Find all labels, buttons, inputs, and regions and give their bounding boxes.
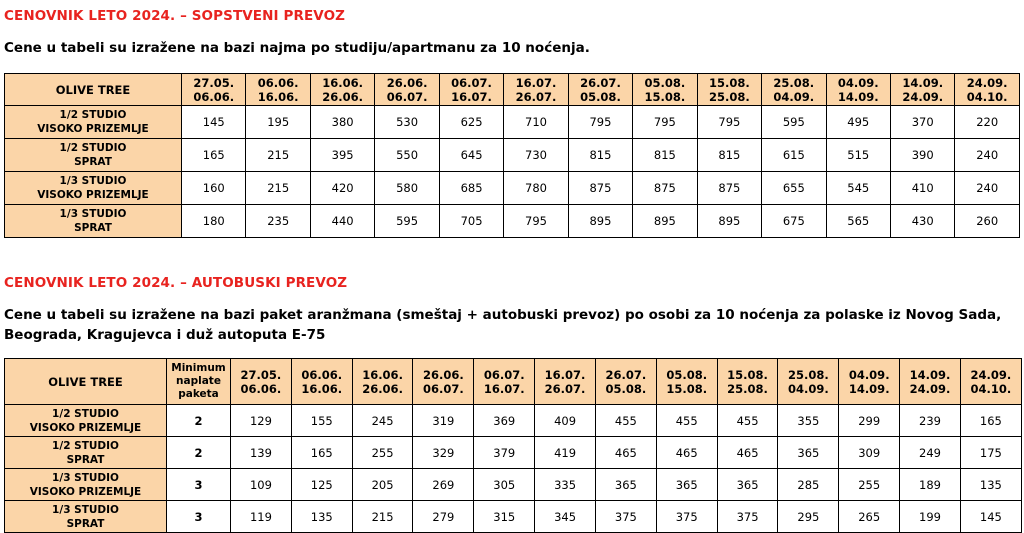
price-cell: 165 bbox=[182, 139, 246, 172]
row-label bbox=[5, 405, 167, 437]
price-cell: 455 bbox=[717, 405, 778, 437]
price-cell: 379 bbox=[474, 437, 535, 469]
period-header-line: 04.10. bbox=[970, 381, 1012, 396]
period-header-line: 06.06. bbox=[301, 367, 343, 382]
period-header bbox=[474, 359, 535, 405]
price-cell: 285 bbox=[778, 469, 839, 501]
period-header-line: 16.06. bbox=[322, 75, 363, 90]
row-label-line: 1/3 STUDIO bbox=[59, 175, 127, 187]
table-row bbox=[5, 469, 1022, 501]
period-header-line: 14.09. bbox=[909, 367, 951, 382]
period-header-line: 24.09. bbox=[966, 75, 1008, 90]
period-header-line: 15.08. bbox=[727, 367, 768, 382]
section2-title: CENOVNIK LETO 2024. – AUTOBUSKI PREVOZ bbox=[4, 275, 348, 291]
price-cell: 730 bbox=[504, 139, 568, 172]
section1-note: Cene u tabeli su izražene na bazi najma po studiju/apartmanu za 10 noćenja. bbox=[4, 40, 590, 56]
period-header-line: 16.07. bbox=[451, 89, 492, 104]
period-header-line: 06.07. bbox=[386, 89, 428, 104]
price-cell: 365 bbox=[656, 469, 717, 501]
period-header bbox=[568, 74, 632, 106]
price-cell: 595 bbox=[762, 106, 826, 139]
period-header bbox=[697, 74, 761, 106]
period-header-line: 04.09. bbox=[848, 367, 890, 382]
row-label-line: 1/2 STUDIO bbox=[52, 407, 119, 420]
table-row bbox=[5, 172, 1020, 205]
price-cell: 675 bbox=[762, 205, 826, 238]
row-label bbox=[5, 139, 182, 172]
price-cell: 795 bbox=[568, 106, 632, 139]
period-header bbox=[826, 74, 890, 106]
price-cell: 260 bbox=[955, 205, 1019, 238]
period-header bbox=[413, 359, 474, 405]
price-cell: 305 bbox=[474, 469, 535, 501]
row-label-line: SPRAT bbox=[66, 517, 105, 530]
period-header bbox=[762, 74, 826, 106]
price-cell: 365 bbox=[595, 469, 656, 501]
price-cell: 565 bbox=[826, 205, 890, 238]
price-cell: 625 bbox=[439, 106, 503, 139]
price-cell: 135 bbox=[960, 469, 1021, 501]
price-cell: 895 bbox=[697, 205, 761, 238]
price-cell: 369 bbox=[474, 405, 535, 437]
period-header-line: 26.07. bbox=[544, 381, 586, 396]
row-label-line: 1/3 STUDIO bbox=[52, 471, 119, 484]
price-cell: 240 bbox=[955, 139, 1019, 172]
minimum-value: 3 bbox=[167, 469, 231, 501]
row-label bbox=[5, 172, 182, 205]
price-cell: 255 bbox=[839, 469, 900, 501]
period-header-line: 14.09. bbox=[848, 381, 890, 396]
price-cell: 269 bbox=[413, 469, 474, 501]
price-cell: 255 bbox=[352, 437, 413, 469]
row-label-line: 1/3 STUDIO bbox=[52, 503, 119, 516]
price-cell: 795 bbox=[633, 106, 697, 139]
period-header-line: 24.09. bbox=[909, 381, 951, 396]
table-row bbox=[5, 106, 1020, 139]
period-header-line: 15.08. bbox=[644, 89, 686, 104]
price-cell: 420 bbox=[310, 172, 374, 205]
price-cell: 409 bbox=[535, 405, 596, 437]
price-cell: 370 bbox=[890, 106, 954, 139]
price-cell: 145 bbox=[182, 106, 246, 139]
row-label-line: 1/3 STUDIO bbox=[59, 208, 127, 220]
price-cell: 380 bbox=[310, 106, 374, 139]
section2-note-line1: Cene u tabeli su izražene na bazi paket aranžmana (smeštaj + autobuski prevoz) po osobi za 10 noćenja za polaske iz Novog Sada, bbox=[4, 307, 1002, 323]
price-cell: 249 bbox=[900, 437, 961, 469]
period-header bbox=[900, 359, 961, 405]
price-cell: 455 bbox=[595, 405, 656, 437]
price-cell: 465 bbox=[595, 437, 656, 469]
period-header bbox=[246, 74, 310, 106]
price-cell: 440 bbox=[310, 205, 374, 238]
period-header-line: 16.07. bbox=[515, 75, 557, 90]
price-cell: 129 bbox=[231, 405, 292, 437]
period-header bbox=[633, 74, 697, 106]
minimum-header-line: Minimum bbox=[171, 362, 226, 374]
period-header-line: 24.09. bbox=[970, 367, 1012, 382]
price-cell: 329 bbox=[413, 437, 474, 469]
row-label bbox=[5, 106, 182, 139]
price-cell: 465 bbox=[717, 437, 778, 469]
row-label-line: VISOKO PRIZEMLJE bbox=[37, 123, 149, 135]
period-header-line: 05.08. bbox=[605, 381, 647, 396]
period-header-line: 14.09. bbox=[902, 75, 944, 90]
period-header-line: 25.08. bbox=[727, 381, 768, 396]
price-table-bus-transport bbox=[4, 358, 1022, 533]
period-header-line: 15.08. bbox=[708, 75, 750, 90]
price-cell: 240 bbox=[955, 172, 1019, 205]
table-row bbox=[5, 405, 1022, 437]
price-cell: 795 bbox=[697, 106, 761, 139]
price-cell: 430 bbox=[890, 205, 954, 238]
price-cell: 390 bbox=[890, 139, 954, 172]
price-cell: 375 bbox=[656, 501, 717, 533]
period-header-line: 24.09. bbox=[902, 89, 944, 104]
price-cell: 410 bbox=[890, 172, 954, 205]
row-label bbox=[5, 501, 167, 533]
price-cell: 319 bbox=[413, 405, 474, 437]
row-label-line: 1/2 STUDIO bbox=[52, 439, 119, 452]
price-cell: 295 bbox=[778, 501, 839, 533]
price-cell: 309 bbox=[839, 437, 900, 469]
row-label-line: SPRAT bbox=[66, 453, 105, 466]
price-cell: 160 bbox=[182, 172, 246, 205]
period-header-line: 16.06. bbox=[257, 89, 299, 104]
price-cell: 419 bbox=[535, 437, 596, 469]
price-cell: 125 bbox=[291, 469, 352, 501]
price-cell: 109 bbox=[231, 469, 292, 501]
row-label-line: 1/2 STUDIO bbox=[59, 109, 127, 121]
period-header-line: 26.06. bbox=[386, 75, 428, 90]
price-cell: 265 bbox=[839, 501, 900, 533]
price-cell: 895 bbox=[568, 205, 632, 238]
price-cell: 545 bbox=[826, 172, 890, 205]
period-header-line: 26.06. bbox=[362, 381, 403, 396]
table-row bbox=[5, 139, 1020, 172]
price-cell: 515 bbox=[826, 139, 890, 172]
period-header-line: 27.05. bbox=[193, 75, 235, 90]
period-header bbox=[595, 359, 656, 405]
row-label bbox=[5, 437, 167, 469]
price-cell: 815 bbox=[568, 139, 632, 172]
period-header bbox=[291, 359, 352, 405]
price-cell: 795 bbox=[504, 205, 568, 238]
minimum-header bbox=[167, 359, 231, 405]
price-cell: 550 bbox=[375, 139, 439, 172]
period-header-line: 26.07. bbox=[605, 367, 647, 382]
period-header-line: 25.08. bbox=[773, 75, 815, 90]
price-cell: 180 bbox=[182, 205, 246, 238]
period-header-line: 25.08. bbox=[708, 89, 750, 104]
period-header-line: 16.07. bbox=[483, 381, 525, 396]
period-header-line: 04.09. bbox=[773, 89, 815, 104]
period-header-line: 05.08. bbox=[666, 367, 708, 382]
table-row bbox=[5, 501, 1022, 533]
price-cell: 365 bbox=[717, 469, 778, 501]
period-header-line: 06.07. bbox=[451, 75, 492, 90]
price-cell: 345 bbox=[535, 501, 596, 533]
corner-cell: OLIVE TREE bbox=[5, 359, 167, 405]
price-cell: 395 bbox=[310, 139, 374, 172]
period-header-line: 06.06. bbox=[193, 89, 235, 104]
price-cell: 135 bbox=[291, 501, 352, 533]
price-cell: 615 bbox=[762, 139, 826, 172]
period-header-line: 16.06. bbox=[362, 367, 403, 382]
price-cell: 175 bbox=[960, 437, 1021, 469]
price-cell: 815 bbox=[697, 139, 761, 172]
row-label-line: VISOKO PRIZEMLJE bbox=[29, 485, 142, 498]
row-label bbox=[5, 469, 167, 501]
period-header-line: 26.06. bbox=[322, 89, 363, 104]
period-header bbox=[439, 74, 503, 106]
price-cell: 119 bbox=[231, 501, 292, 533]
price-cell: 455 bbox=[656, 405, 717, 437]
header-row bbox=[5, 359, 1022, 405]
period-header-line: 26.07. bbox=[515, 89, 557, 104]
period-header bbox=[960, 359, 1021, 405]
price-cell: 165 bbox=[960, 405, 1021, 437]
price-cell: 580 bbox=[375, 172, 439, 205]
section2-note bbox=[4, 305, 1001, 345]
period-header bbox=[231, 359, 292, 405]
period-header-line: 26.06. bbox=[423, 367, 464, 382]
price-cell: 239 bbox=[900, 405, 961, 437]
period-header-line: 04.09. bbox=[837, 75, 879, 90]
price-cell: 875 bbox=[568, 172, 632, 205]
period-header-line: 06.06. bbox=[257, 75, 299, 90]
price-cell: 365 bbox=[778, 437, 839, 469]
price-table-own-transport bbox=[4, 73, 1020, 238]
price-cell: 299 bbox=[839, 405, 900, 437]
period-header-line: 25.08. bbox=[787, 367, 829, 382]
section2-note-line2: Beograda, Kragujevca i duž autoputa E-75 bbox=[4, 327, 326, 343]
price-cell: 139 bbox=[231, 437, 292, 469]
period-header bbox=[839, 359, 900, 405]
row-label-line: VISOKO PRIZEMLJE bbox=[37, 189, 149, 201]
price-cell: 235 bbox=[246, 205, 310, 238]
row-label bbox=[5, 205, 182, 238]
period-header-line: 06.06. bbox=[240, 381, 282, 396]
price-cell: 595 bbox=[375, 205, 439, 238]
price-cell: 245 bbox=[352, 405, 413, 437]
period-header bbox=[535, 359, 596, 405]
price-cell: 199 bbox=[900, 501, 961, 533]
period-header bbox=[717, 359, 778, 405]
period-header bbox=[504, 74, 568, 106]
row-label-line: 1/2 STUDIO bbox=[59, 142, 127, 154]
price-cell: 465 bbox=[656, 437, 717, 469]
price-cell: 375 bbox=[595, 501, 656, 533]
table-row bbox=[5, 437, 1022, 469]
period-header-line: 05.08. bbox=[580, 89, 621, 104]
period-header bbox=[182, 74, 246, 106]
period-header bbox=[955, 74, 1019, 106]
period-header-line: 05.08. bbox=[644, 75, 686, 90]
price-cell: 195 bbox=[246, 106, 310, 139]
row-label-line: SPRAT bbox=[74, 222, 112, 234]
minimum-value: 3 bbox=[167, 501, 231, 533]
period-header-line: 04.10. bbox=[966, 89, 1008, 104]
period-header bbox=[778, 359, 839, 405]
price-cell: 815 bbox=[633, 139, 697, 172]
corner-cell: OLIVE TREE bbox=[5, 74, 182, 106]
price-cell: 335 bbox=[535, 469, 596, 501]
price-cell: 685 bbox=[439, 172, 503, 205]
period-header-line: 27.05. bbox=[240, 367, 282, 382]
price-cell: 375 bbox=[717, 501, 778, 533]
minimum-header-line: paketa bbox=[178, 388, 219, 400]
period-header-line: 04.09. bbox=[787, 381, 829, 396]
period-header bbox=[310, 74, 374, 106]
price-cell: 655 bbox=[762, 172, 826, 205]
period-header bbox=[890, 74, 954, 106]
minimum-value: 2 bbox=[167, 437, 231, 469]
period-header-line: 15.08. bbox=[666, 381, 708, 396]
period-header-line: 06.07. bbox=[423, 381, 464, 396]
price-cell: 710 bbox=[504, 106, 568, 139]
header-row bbox=[5, 74, 1020, 106]
price-cell: 495 bbox=[826, 106, 890, 139]
period-header bbox=[375, 74, 439, 106]
price-cell: 155 bbox=[291, 405, 352, 437]
period-header bbox=[656, 359, 717, 405]
minimum-value: 2 bbox=[167, 405, 231, 437]
price-cell: 279 bbox=[413, 501, 474, 533]
price-cell: 875 bbox=[633, 172, 697, 205]
price-cell: 215 bbox=[246, 172, 310, 205]
price-cell: 205 bbox=[352, 469, 413, 501]
price-cell: 355 bbox=[778, 405, 839, 437]
period-header-line: 14.09. bbox=[837, 89, 879, 104]
period-header bbox=[352, 359, 413, 405]
price-cell: 705 bbox=[439, 205, 503, 238]
section1-title: CENOVNIK LETO 2024. – SOPSTVENI PREVOZ bbox=[4, 8, 346, 24]
price-cell: 220 bbox=[955, 106, 1019, 139]
price-cell: 145 bbox=[960, 501, 1021, 533]
period-header-line: 16.06. bbox=[301, 381, 343, 396]
minimum-header-line: naplate bbox=[176, 375, 221, 387]
row-label-line: VISOKO PRIZEMLJE bbox=[29, 421, 142, 434]
price-cell: 780 bbox=[504, 172, 568, 205]
table-row bbox=[5, 205, 1020, 238]
price-cell: 165 bbox=[291, 437, 352, 469]
price-cell: 315 bbox=[474, 501, 535, 533]
price-cell: 875 bbox=[697, 172, 761, 205]
period-header-line: 06.07. bbox=[483, 367, 525, 382]
period-header-line: 26.07. bbox=[580, 75, 621, 90]
price-cell: 645 bbox=[439, 139, 503, 172]
price-cell: 530 bbox=[375, 106, 439, 139]
price-cell: 189 bbox=[900, 469, 961, 501]
price-cell: 215 bbox=[246, 139, 310, 172]
period-header-line: 16.07. bbox=[544, 367, 586, 382]
price-cell: 895 bbox=[633, 205, 697, 238]
row-label-line: SPRAT bbox=[74, 156, 112, 168]
price-cell: 215 bbox=[352, 501, 413, 533]
